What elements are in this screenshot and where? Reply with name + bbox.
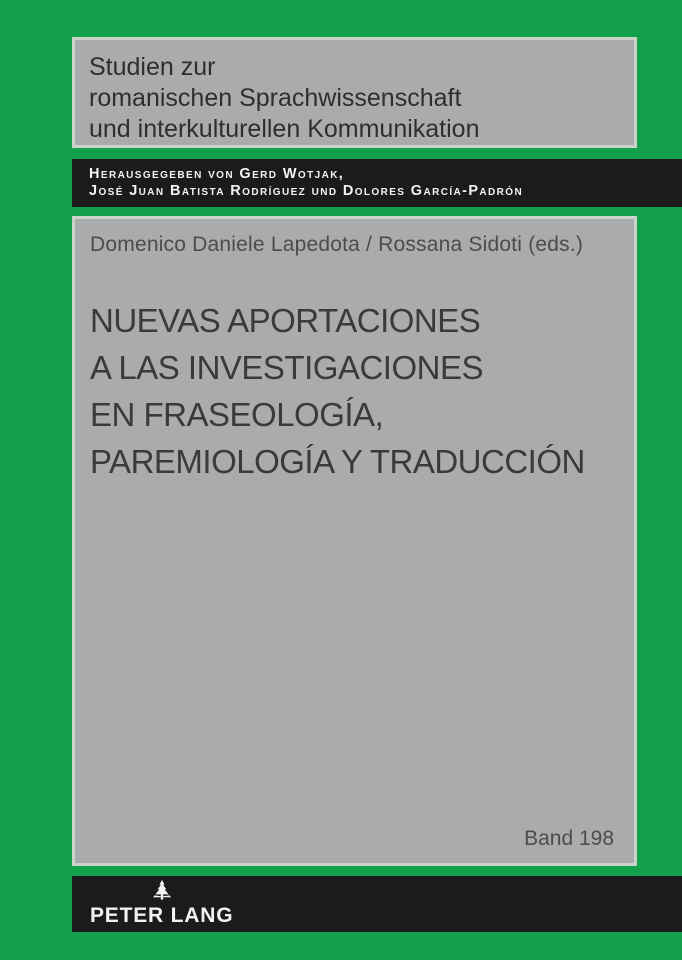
series-title-box — [72, 37, 637, 148]
publisher-bar — [72, 876, 682, 932]
series-editors-line-1: Herausgegeben von Gerd Wotjak, — [89, 166, 345, 182]
series-title-line-2: romanischen Sprachwissenschaft — [89, 84, 462, 112]
fir-tree-icon — [149, 880, 175, 904]
series-title-line-1: Studien zur — [89, 53, 216, 81]
volume-editors: Domenico Daniele Lapedota / Rossana Sidoti (eds.) — [90, 233, 584, 256]
book-title-line-1: NUEVAS APORTACIONES — [90, 302, 481, 339]
publisher-logo-lockup — [90, 880, 233, 928]
book-title-line-3: EN FRASEOLOGÍA, — [90, 396, 384, 433]
series-editors-line-2: José Juan Batista Rodríguez und Dolores García-Padrón — [89, 183, 524, 199]
series-title-line-3: und interkulturellen Kommunikation — [89, 115, 480, 143]
book-title-line-2: A LAS INVESTIGACIONES — [90, 349, 483, 386]
series-editors-bar — [72, 159, 682, 207]
book-title-line-4: PAREMIOLOGÍA Y TRADUCCIÓN — [90, 443, 585, 480]
book-title — [90, 297, 585, 485]
publisher-name: PETER LANG — [90, 904, 234, 927]
series-volume-number: Band 198 — [524, 827, 614, 850]
main-cover-panel — [72, 216, 637, 866]
